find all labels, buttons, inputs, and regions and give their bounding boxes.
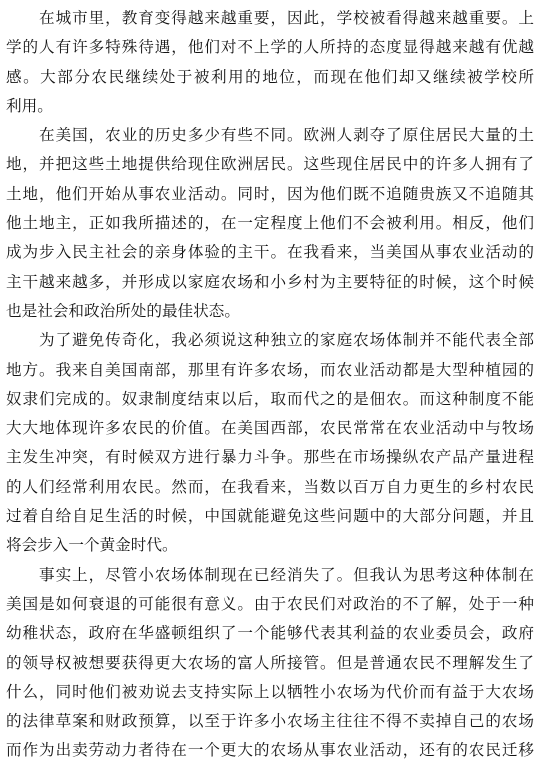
document-page bbox=[6, 4, 534, 766]
text-line: 将会步入一个黄金时代。 bbox=[6, 536, 178, 555]
text-line: 土地，他们开始从事农业活动。同时，因为他们既不追随贵族又不追随其 bbox=[6, 184, 534, 203]
text-line: 大大地体现许多农民的价值。在美国西部，农民常常在农业活动中与牧场 bbox=[6, 419, 534, 438]
text-line: 的人们经常利用农民。然而，在我看来，当数以百万自力更生的乡村农民 bbox=[6, 477, 534, 496]
text-line: 什么，同时他们被劝说去支持实际上以牺牲小农场为代价而有益于大农场 bbox=[6, 682, 534, 701]
text-line: 学的人有许多特殊待遇，他们对不上学的人所持的态度显得越来越有优越 bbox=[6, 38, 534, 57]
text-line: 地方。我来自美国南部，那里有许多农场，而农业活动都是大型种植园的 bbox=[6, 360, 534, 379]
text-line: 主干越来越多，并形成以家庭农场和小乡村为主要特征的时候，这个时候 bbox=[6, 272, 534, 291]
text-line: 而作为出卖劳动力者待在一个更大的农场从事农业活动，还有的农民迁移 bbox=[6, 741, 534, 760]
text-line: 他土地主，正如我所描述的，在一定程度上他们不会被利用。相反，他们 bbox=[6, 214, 534, 233]
text-line: 地，并把这些土地提供给现住欧洲居民。这些现住居民中的许多人拥有了 bbox=[6, 155, 534, 174]
text-line: 事实上，尽管小农场体制现在已经消失了。但我认为思考这种体制在 bbox=[6, 565, 534, 584]
text-line: 过着自给自足生活的时候，中国就能避免这些问题中的大部分问题，并且 bbox=[6, 507, 534, 526]
text-line: 美国是如何衰退的可能很有意义。由于农民们对政治的不了解，处于一种 bbox=[6, 594, 534, 613]
text-line: 在美国，农业的历史多少有些不同。欧洲人剥夺了原住居民大量的土 bbox=[6, 126, 534, 145]
text-line: 为了避免传奇化，我必须说这种独立的家庭农场体制并不能代表全部 bbox=[6, 331, 534, 350]
text-line: 的法律草案和财政预算，以至于许多小农场主往往不得不卖掉自己的农场 bbox=[6, 712, 534, 731]
text-line: 的领导权被想要获得更大农场的富人所接管。但是普通农民不理解发生了 bbox=[6, 653, 534, 672]
text-line: 主发生冲突，有时候双方进行暴力斗争。那些在市场操纵农产品产量进程 bbox=[6, 448, 534, 467]
text-line: 感。大部分农民继续处于被利用的地位，而现在他们却又继续被学校所 bbox=[6, 67, 534, 86]
text-line: 奴隶们完成的。奴隶制度结束以后，取而代之的是佃农。而这种制度不能 bbox=[6, 389, 534, 408]
text-line: 成为步入民主社会的亲身体验的主干。在我看来，当美国从事农业活动的 bbox=[6, 243, 534, 262]
text-line: 在城市里，教育变得越来越重要，因此，学校被看得越来越重要。上 bbox=[6, 9, 534, 27]
text-line: 利用。 bbox=[6, 96, 53, 115]
text-line: 幼稚状态，政府在华盛顿组织了一个能够代表其利益的农业委员会，政府 bbox=[6, 624, 534, 643]
text-line: 也是社会和政治所处的最佳状态。 bbox=[6, 301, 240, 320]
